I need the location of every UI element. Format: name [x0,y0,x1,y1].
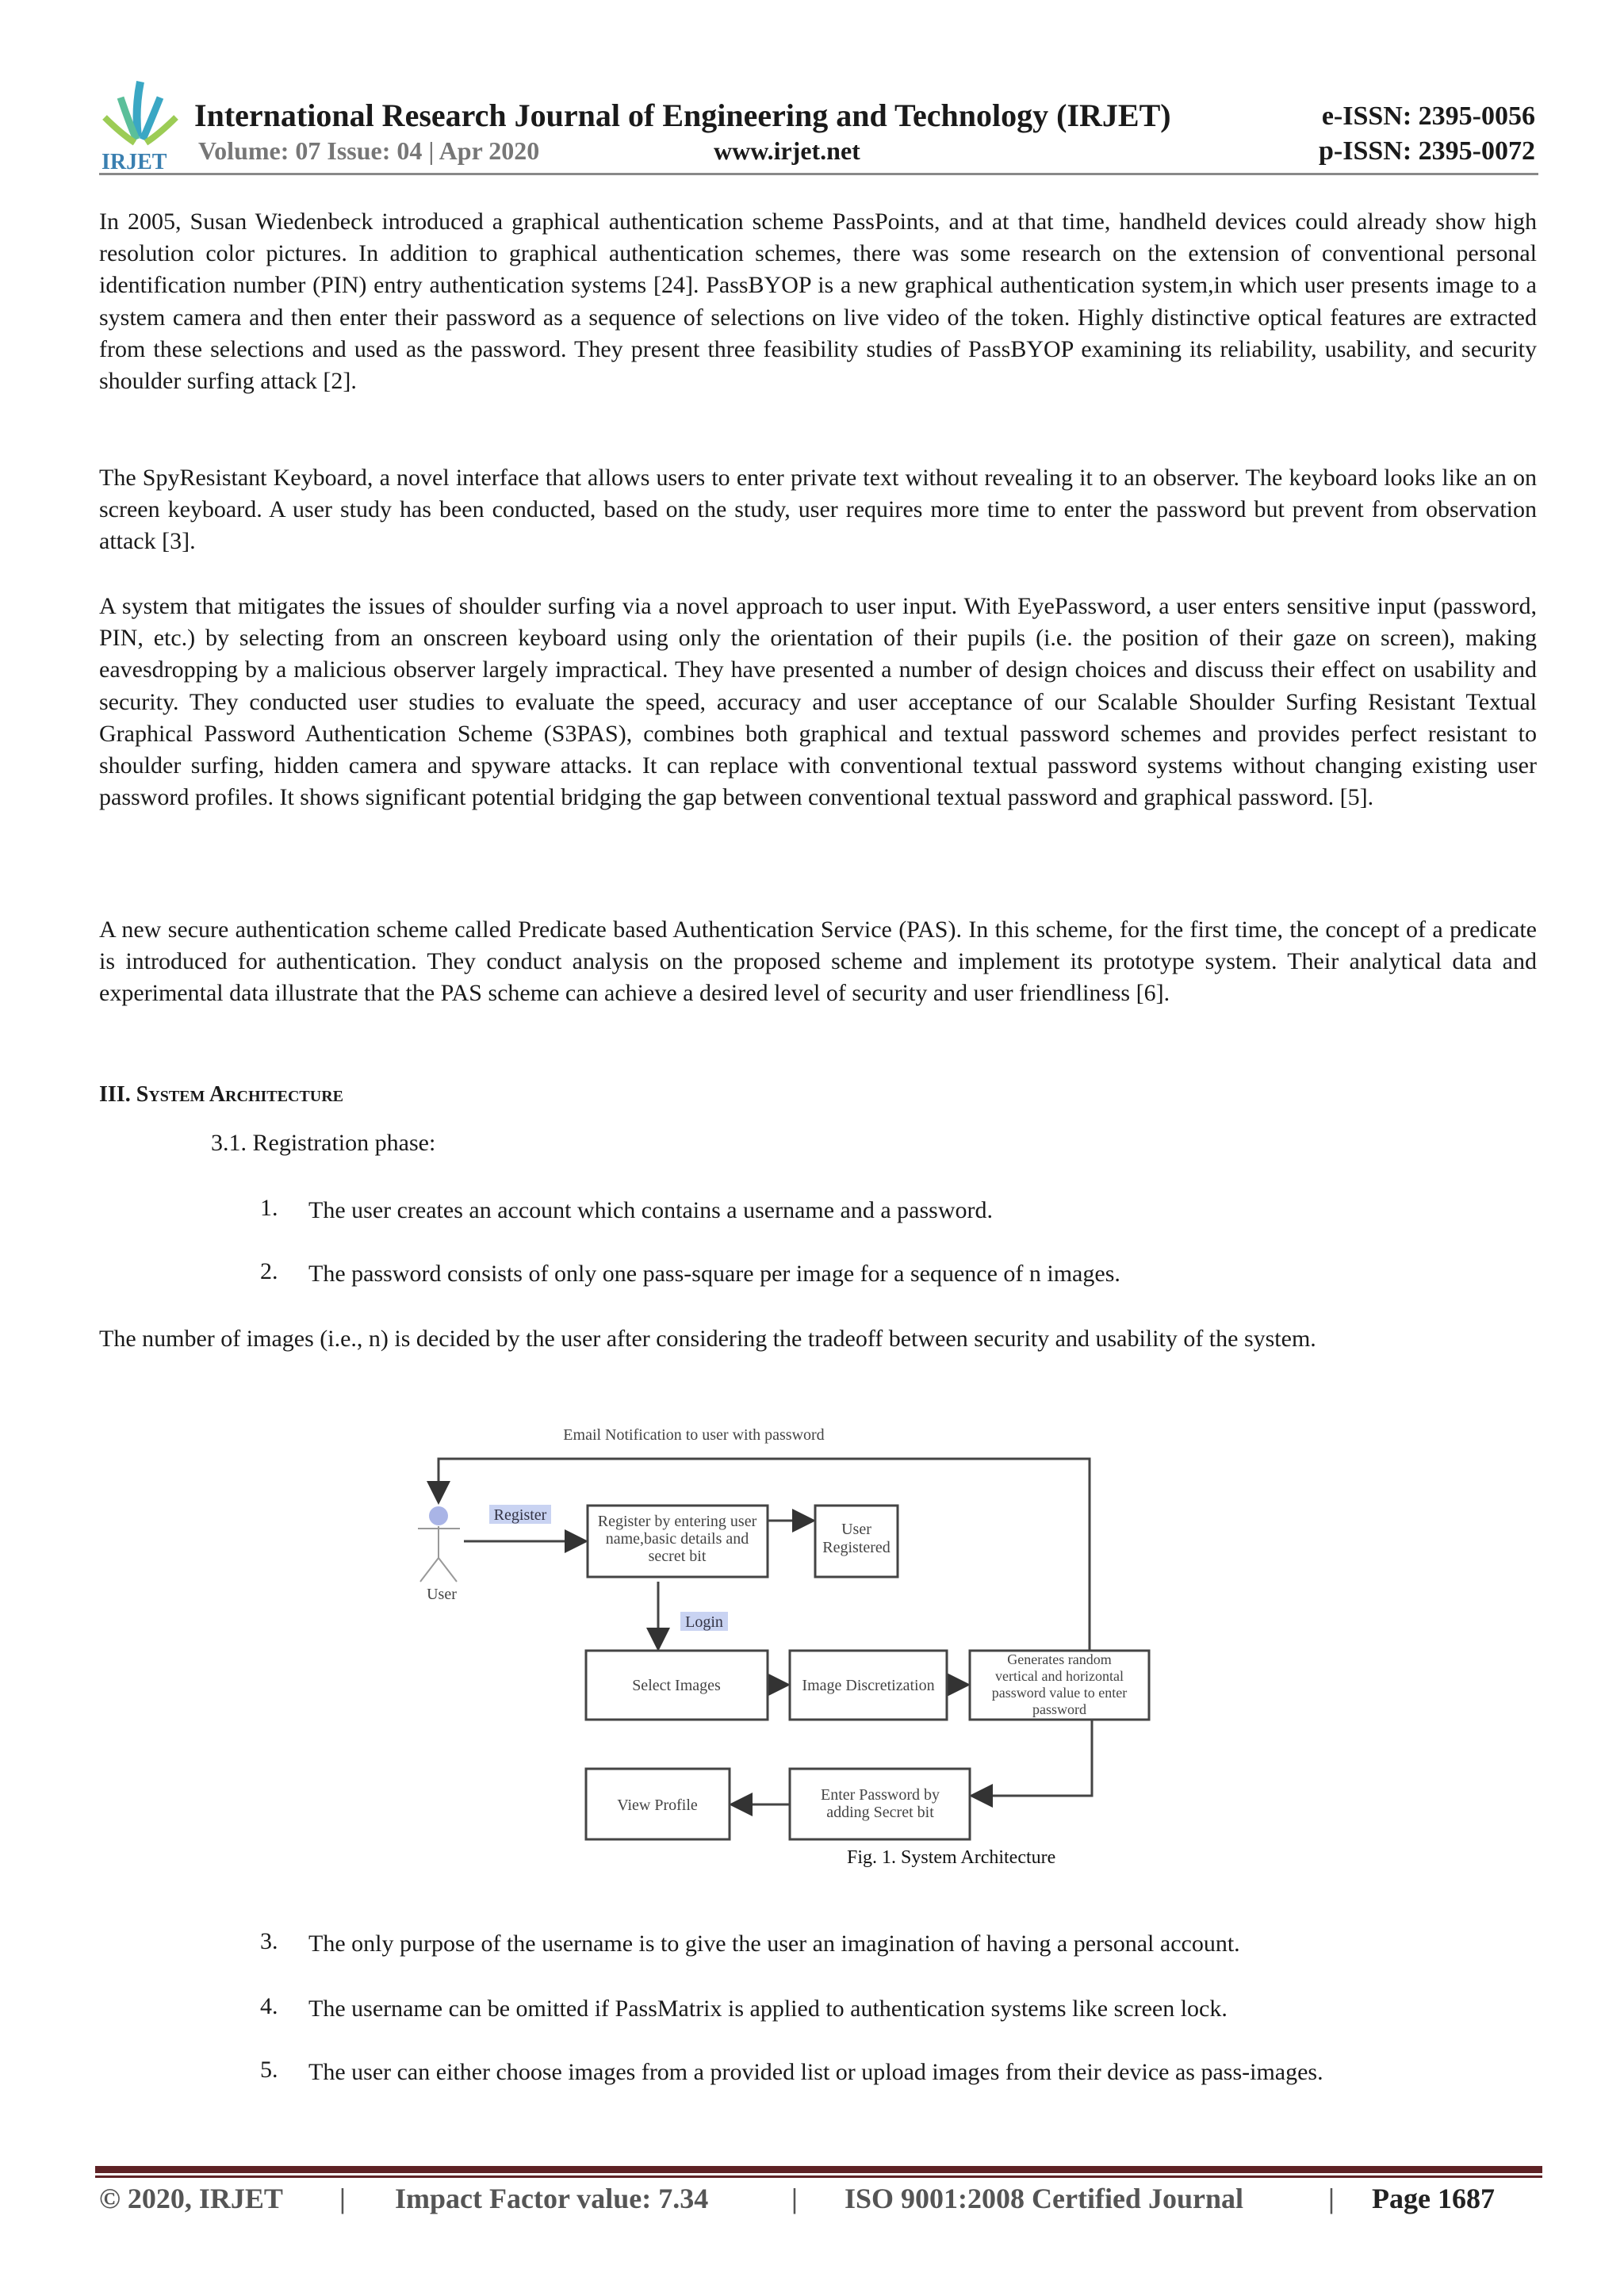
svg-text:Email Notification to user wit: Email Notification to user with password [563,1426,825,1444]
list-item: The user creates an account which contains a username and a password. [308,1197,993,1223]
svg-text:name,basic details and: name,basic details and [605,1530,749,1548]
figure-caption: Fig. 1. System Architecture [847,1847,1056,1868]
svg-text:IRJET: IRJET [102,150,167,173]
paragraph: The number of images (i.e., n) is decided by the user after considering the tradeoff between security and usability of the system. [99,1326,1316,1352]
section-heading: III. System Architecture [99,1082,343,1107]
footer-page-number: Page 1687 [1372,2183,1495,2214]
subsection-heading: 3.1. Registration phase: [211,1130,436,1156]
footer-copyright: © 2020, IRJET [99,2183,283,2214]
footer-impact-factor: Impact Factor value: 7.34 [395,2183,709,2214]
svg-text:adding Secret bit: adding Secret bit [826,1804,934,1821]
paragraph: A new secure authentication scheme called Predicate based Authentication Service (PAS). In this scheme, for the first time, the concept of a predicate is introduced for authentication. They conduct analysis on the proposed scheme and implement its prototype system. Their analytical data and experimental data illustrate that the PAS scheme can achieve a desired level of security and user friendliness [6]. [99,916,1537,1007]
list-number: 2. [260,1258,278,1284]
list-number: 4. [260,1993,278,2019]
list-item: The only purpose of the username is to give the user an imagination of having a personal account. [308,1931,1240,1957]
paragraph: The SpyResistant Keyboard, a novel interface that allows users to enter private text without revealing it to an observer. The keyboard looks like an on screen keyboard. A user study has been conducted, based on the study, user requires more time to enter the password but prevent from observation attack [3]. [99,465,1537,555]
svg-text:Register by entering user: Register by entering user [597,1513,757,1530]
email-arrow [439,1459,1090,1651]
footer-rule [95,2166,1542,2173]
svg-text:secret bit: secret bit [648,1548,707,1565]
list-item: The password consists of only one pass-square per image for a sequence of n images. [308,1261,1120,1287]
svg-text:password: password [1032,1701,1086,1717]
footer-iso: ISO 9001:2008 Certified Journal [845,2183,1243,2214]
e-issn: e-ISSN: 2395-0056 [1321,101,1535,131]
footer-separator: | [1328,2183,1335,2214]
user-head-icon [429,1506,448,1525]
journal-title: International Research Journal of Engineering and Technology (IRJET) [194,98,1171,133]
svg-text:User: User [427,1586,457,1603]
svg-text:Image Discretization: Image Discretization [802,1677,935,1694]
volume-issue: Volume: 07 Issue: 04 | Apr 2020 [198,136,540,165]
svg-text:Select Images: Select Images [632,1677,721,1694]
svg-text:Login: Login [685,1613,723,1631]
list-number: 5. [260,2057,278,2083]
p-issn: p-ISSN: 2395-0072 [1319,136,1535,166]
list-number: 1. [260,1195,278,1221]
footer-rule-thin [95,2175,1542,2178]
user-actor-icon [418,1526,460,1582]
paragraph: In 2005, Susan Wiedenbeck introduced a graphical authentication scheme PassPoints, and at that time, handheld devices could already show high resolution color pictures. In addition to graphical authentication schemes, there was some research on the extension of conventional personal identification number (PIN) entry authentication systems [24]. PassBYOP is a new graphical authentication system,in which user presents image to a system camera and then enter their password as a sequence of selections on live video of the token. Highly distinctive optical features are extracted from these selections and used as the password. They present three feasibility studies of PassBYOP examining its reliability, usability, and security shoulder surfing attack [2]. [99,209,1537,395]
list-number: 3. [260,1928,278,1954]
footer-separator: | [339,2183,346,2214]
svg-text:Enter Password by: Enter Password by [821,1786,940,1804]
svg-text:View Profile: View Profile [617,1797,698,1814]
list-item: The user can either choose images from a provided list or upload images from their device as pass-images. [308,2059,1323,2085]
svg-text:vertical and horizontal: vertical and horizontal [995,1668,1124,1684]
svg-text:Register: Register [493,1506,547,1524]
website-link[interactable]: www.irjet.net [714,136,860,165]
svg-text:password value to enter: password value to enter [991,1685,1128,1701]
footer-separator: | [791,2183,798,2214]
list-item: The username can be omitted if PassMatrix is applied to authentication systems like screen lock. [308,1996,1228,2022]
svg-text:User: User [841,1521,871,1538]
svg-text:Registered: Registered [822,1539,891,1556]
paragraph: A system that mitigates the issues of shoulder surfing via a novel approach to user input. With EyePassword, a user enters sensitive input (password, PIN, etc.) by selecting from an onscreen keyboard using only the orientation of their pupils (i.e. the position of their gaze on screen), making eavesdropping by a malicious observer largely impractical. They have presented a number of design choices and discuss their effect on usability and security. They conducted user studies to evaluate the speed, accuracy and user acceptance of our Scalable Shoulder Surfing Resistant Textual Graphical Password Authentication Scheme (S3PAS), combines both graphical and textual password schemes and provides perfect resistant to shoulder surfing, hidden camera and spyware attacks. It can replace with conventional textual password systems without changing existing user password profiles. It shows significant potential bridging the gap between conventional textual password and graphical password. [5]. [99,593,1537,811]
svg-text:Generates random: Generates random [1007,1651,1112,1667]
